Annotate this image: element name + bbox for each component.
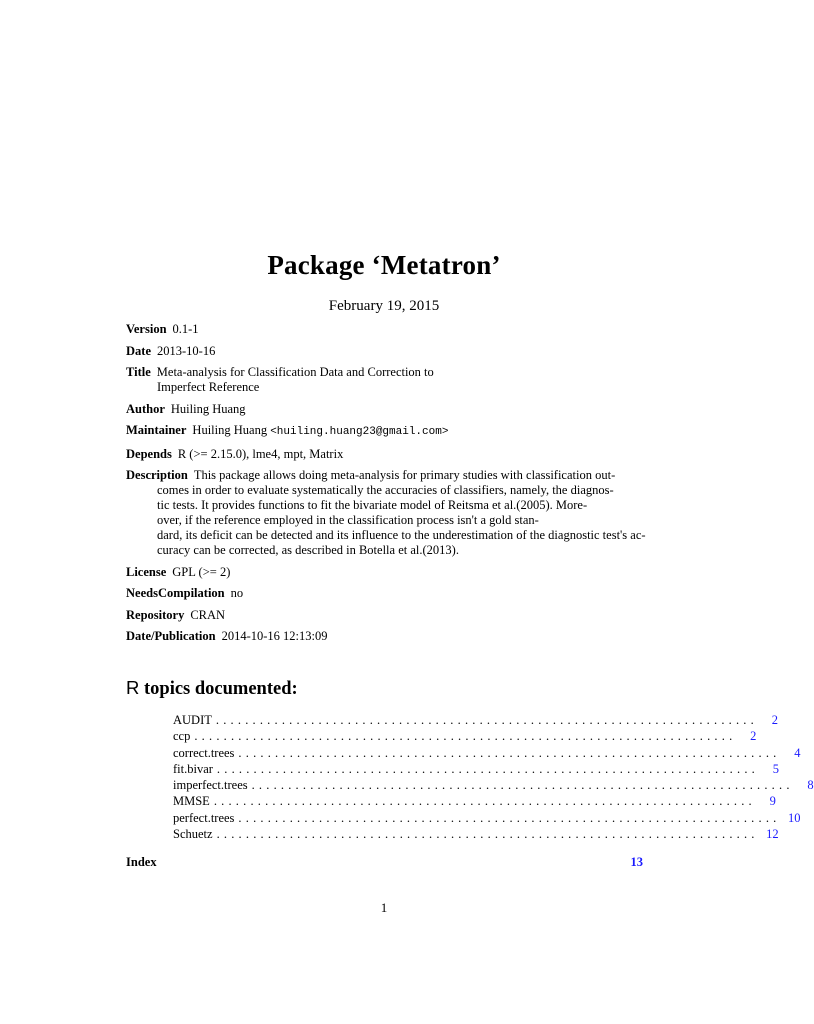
package-date: February 19, 2015 [328, 298, 440, 314]
field-value: 0.1-1 [172, 322, 199, 336]
toc-name[interactable]: correct.trees [173, 745, 235, 760]
field-license [126, 565, 646, 580]
toc-page-link[interactable]: 9 [769, 794, 776, 809]
index-page-link[interactable]: 13 [630, 855, 643, 869]
field-value: Huiling Huang [170, 401, 246, 416]
field-key: Author [126, 401, 165, 416]
toc-name[interactable]: perfect.trees [173, 810, 235, 825]
field-publication [126, 629, 646, 644]
field-value: 2013-10-16 [157, 343, 216, 358]
toc-page-link[interactable]: 4 [794, 745, 801, 760]
page-number: 1 [380, 900, 388, 915]
field-value: This package allows doing meta-analysis for primary studies with classification out- [193, 468, 616, 482]
field-key: Version [126, 322, 167, 336]
toc-name[interactable]: Schuetz [173, 827, 213, 842]
toc-leader: .......................................................................... [238, 810, 781, 825]
toc-leader: .......................................................................... [213, 794, 756, 809]
section-r: R [126, 677, 140, 698]
field-value-cont: Imperfect Reference [157, 380, 260, 394]
toc-name[interactable]: MMSE [173, 794, 210, 809]
field-value-cont: tic tests. It provides functions to fit the bivariate model of Reitsma et al.(2005). More- [157, 498, 588, 512]
field-value: Meta-analysis for Classification Data and Correction to [156, 365, 434, 379]
field-value-cont: over, if the reference employed in the classification process isn't a gold stan- [157, 513, 539, 527]
toc-leader: .......................................................................... [251, 778, 794, 793]
toc-leader: .......................................................................... [216, 827, 759, 842]
toc-page-link[interactable]: 12 [766, 827, 779, 842]
toc-name[interactable]: fit.bivar [173, 761, 213, 776]
field-value: GPL (>= 2) [172, 564, 231, 579]
toc-page-link[interactable]: 10 [787, 810, 801, 825]
field-value: CRAN [190, 607, 226, 622]
index-label[interactable]: Index [126, 855, 157, 869]
toc-entry[interactable] [173, 745, 801, 761]
package-title: Package ‘Metatron’ [267, 250, 501, 280]
toc-name[interactable]: AUDIT [173, 713, 212, 727]
field-depends [126, 447, 646, 462]
field-value: 2014-10-16 12:13:09 [221, 629, 328, 643]
field-needs-compilation [126, 586, 646, 601]
toc-leader: .......................................................................... [215, 713, 758, 727]
field-key: Maintainer [126, 423, 187, 437]
field-value-cont: comes in order to evaluate systematically the accuracies of classifiers, namely, the diagnos- [157, 483, 614, 497]
maintainer-email: <huiling.huang23@gmail.com> [270, 426, 449, 438]
toc-leader: .......................................................................... [216, 761, 759, 776]
toc-page-link[interactable]: 5 [772, 761, 779, 776]
field-key: License [126, 564, 167, 579]
field-author [126, 402, 646, 417]
field-key: Date [126, 343, 151, 358]
toc-name[interactable]: ccp [173, 729, 191, 744]
toc-entry[interactable] [173, 728, 757, 744]
index-entry[interactable] [126, 855, 643, 870]
toc-entry[interactable] [173, 810, 801, 826]
toc-page-link[interactable]: 8 [807, 778, 814, 793]
field-key: Repository [126, 607, 185, 622]
field-key: NeedsCompilation [126, 586, 225, 600]
toc-entry[interactable] [173, 777, 814, 793]
field-value: R (>= 2.15.0), lme4, mpt, Matrix [177, 446, 344, 461]
field-version [126, 322, 646, 337]
field-description [126, 468, 646, 558]
field-value-cont: curacy can be corrected, as described in Botella et al.(2013). [157, 543, 459, 557]
toc-entry[interactable] [173, 761, 779, 777]
section-heading [126, 677, 298, 700]
description-fields [126, 322, 646, 651]
field-key: Depends [126, 446, 172, 461]
field-title [126, 365, 646, 395]
toc-list [173, 712, 814, 842]
toc-leader: .......................................................................... [238, 745, 781, 760]
toc-entry[interactable] [173, 793, 776, 809]
toc-name[interactable]: imperfect.trees [173, 778, 248, 793]
toc-entry[interactable] [173, 826, 779, 842]
field-key: Title [126, 365, 151, 379]
field-key: Description [126, 468, 188, 482]
field-value: Huiling Huang [192, 423, 268, 437]
field-value-cont: dard, its deficit can be detected and its influence to the underestimation of the diagnostic test's ac- [157, 528, 646, 542]
toc-leader: .......................................................................... [194, 729, 737, 744]
field-date [126, 344, 646, 359]
section-text: topics documented: [139, 679, 298, 699]
toc-page-link[interactable]: 2 [750, 729, 757, 744]
field-repository [126, 608, 646, 623]
field-value: no [230, 586, 244, 600]
field-key: Date/Publication [126, 629, 216, 643]
field-maintainer [126, 423, 646, 440]
toc-page-link[interactable]: 2 [771, 713, 778, 727]
toc-entry[interactable] [173, 712, 778, 728]
